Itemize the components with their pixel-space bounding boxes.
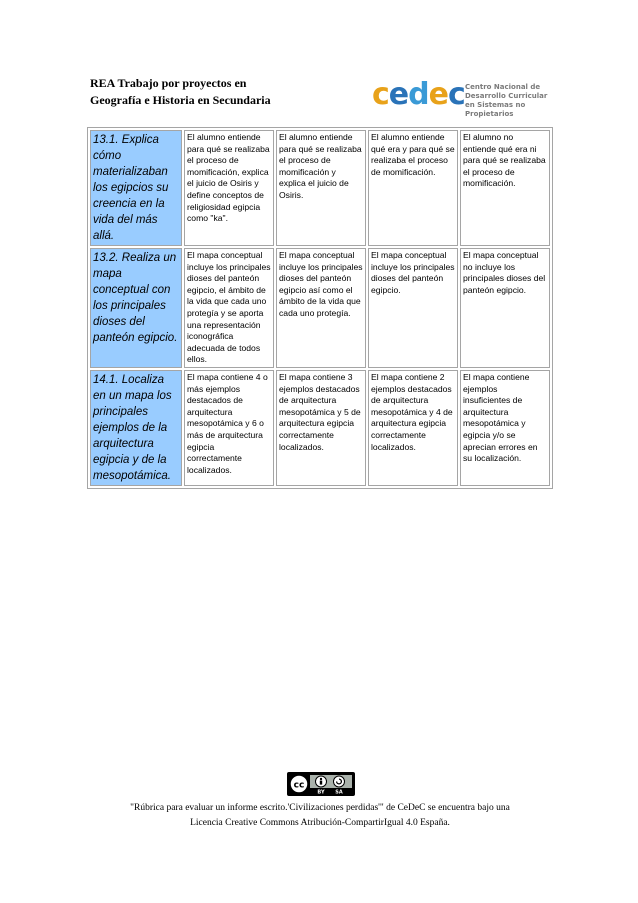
rubric-level-cell: El mapa contiene 2 ejemplos destacados de arquitectura mesopotámica y 4 de arquitectura egipcia correctamente localizados. [368,370,458,486]
rubric-table [87,127,553,489]
rubric-level-cell: El alumno entiende qué era y para qué se realizaba el proceso de momificación. [368,130,458,246]
license-line2: Licencia Creative Commons Atribución-CompartirIgual 4.0 España. [190,818,450,828]
license-notice [80,801,560,831]
cc-by-sa-license-badge [287,772,355,796]
header-title-line1: REA Trabajo por proyectos en [90,76,247,90]
rubric-row [90,248,550,368]
rubric-level-cell: El mapa contiene ejemplos insuficientes de arquitectura mesopotámica y egipcia y/o se aprecian errores en su localización. [460,370,550,486]
logo-letter: c [448,77,465,112]
cedec-logo-subtitle [465,83,572,119]
rubric-criterion-cell: 14.1. Localiza en un mapa los principales ejemplos de la arquitectura egipcia y de la mesopotámica. [90,370,182,486]
logo-sub-line3: en Sistemas no Propietarios [465,101,526,118]
rubric-level-cell: El mapa conceptual incluye los principales dioses del panteón egipcio así como el ámbito de la vida que cada uno protegía. [276,248,366,368]
rubric-level-cell: El alumno entiende para qué se realizaba el proceso de momificación, explica el juicio de Osiris y define conceptos de religiosidad egipcia como "ka". [184,130,274,246]
rubric-row [90,130,550,246]
rubric-level-cell: El mapa conceptual incluye los principales dioses del panteón egipcio, el ámbito de la vida que cada uno protegía y se aporta una representación iconográfica adecuada de todos ellos. [184,248,274,368]
rubric-level-cell: El mapa conceptual incluye los principales dioses del panteón egipcio. [368,248,458,368]
logo-letter: e [388,77,409,112]
rubric-level-cell: El mapa conceptual no incluye los principales dioses del panteón egipcio. [460,248,550,368]
by-label: BY [317,789,325,796]
rubric-criterion-cell: 13.2. Realiza un mapa conceptual con los principales dioses del panteón egipcio. [90,248,182,368]
rubric-level-cell: El mapa contiene 4 o más ejemplos destacados de arquitectura mesopotámica y 6 o más de arquitectura egipcia correctamente localizados. [184,370,274,486]
rubric-body [90,130,550,486]
document-header [90,75,330,109]
rubric-level-cell: El mapa contiene 3 ejemplos destacados de arquitectura mesopotámica y 5 de arquitectura egipcia correctamente localizados. [276,370,366,486]
logo-sub-line1: Centro Nacional de [465,83,541,91]
header-title-line2: Geografía e Historia en Secundaria [90,93,271,107]
cc-icon-text: cc [293,780,305,791]
rubric-level-cell: El alumno entiende para qué se realizaba el proceso de momificación y explica el juicio de Osiris. [276,130,366,246]
logo-letter: e [428,77,448,112]
sa-label: SA [335,789,343,796]
cedec-logo [372,77,572,118]
license-line1: "Rúbrica para evaluar un informe escrito.'Civilizaciones perdidas'" de CeDeC se encuentra bajo una [130,803,510,813]
rubric-row [90,370,550,486]
rubric-criterion-cell: 13.1. Explica cómo materializaban los egipcios su creencia en la vida del más allá. [90,130,182,246]
rubric-level-cell: El alumno no entiende qué era ni para qué se realizaba el proceso de momificación. [460,130,550,246]
sa-share-alike-icon [334,776,345,787]
logo-letter: c [372,77,389,112]
logo-sub-line2: Desarrollo Curricular [465,92,548,100]
logo-letter: d [408,77,429,112]
cedec-logo-word [372,78,465,112]
